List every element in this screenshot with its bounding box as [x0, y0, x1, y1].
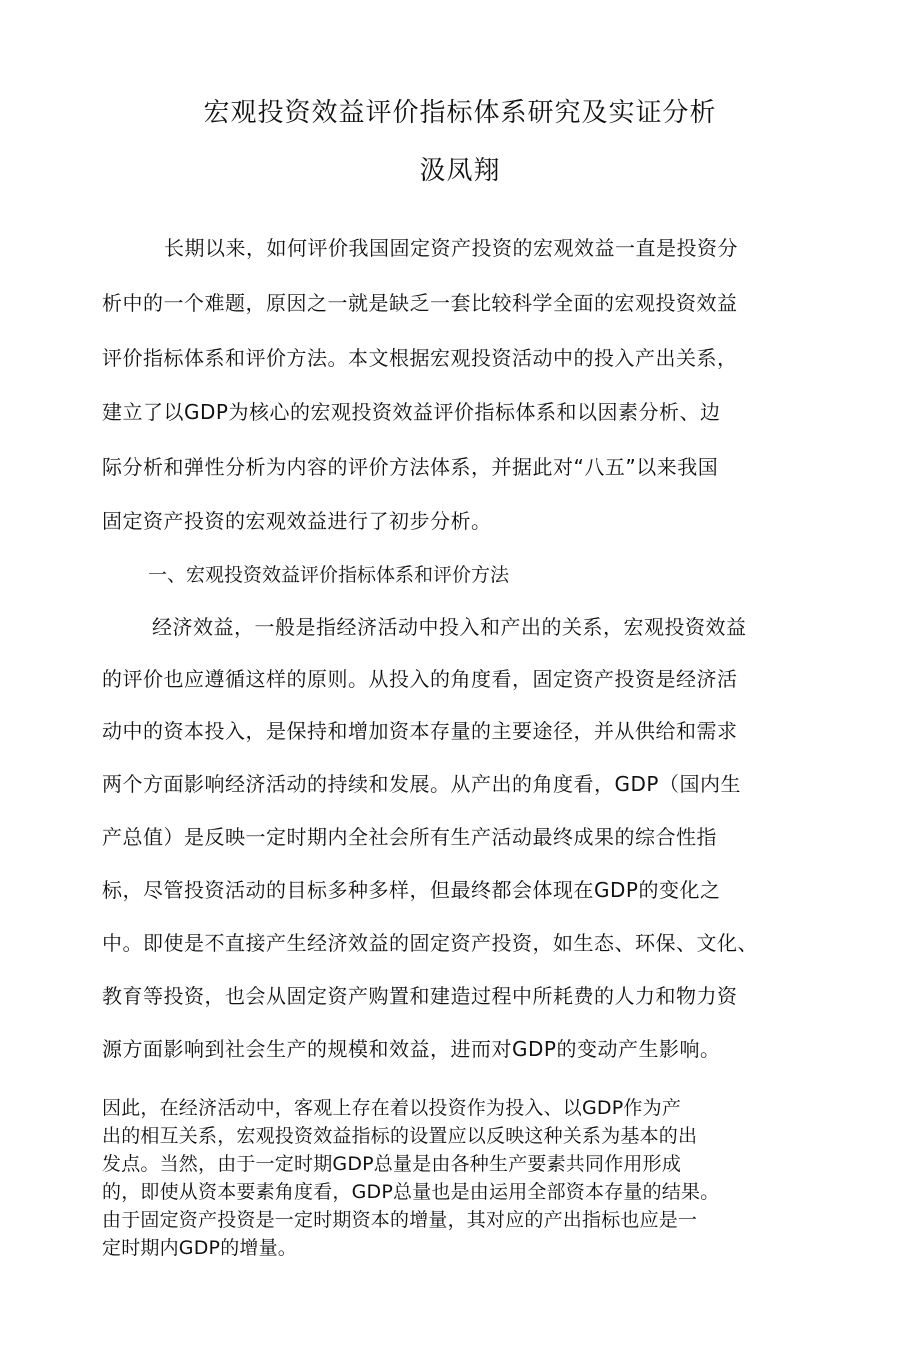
paragraph-2-line: 标，尽管投资活动的目标多种多样，但最终都会体现在GDP的变化之 — [102, 878, 721, 902]
paragraph-3-line: 因此，在经济活动中，客观上存在着以投资作为投入、以GDP作为产 — [102, 1097, 682, 1119]
paragraph-2-line: 中。即使是不直接产生经济效益的固定资产投资，如生态、环保、文化、 — [102, 931, 758, 955]
paragraph-2-line: 教育等投资，也会从固定资产购置和建造过程中所耗费的人力和物力资 — [102, 984, 738, 1008]
paragraph-1-line: 际分析和弹性分析为内容的评价方法体系，并据此对“八五”以来我国 — [102, 455, 719, 479]
paragraph-2-line: 产总值）是反映一定时期内全社会所有生产活动最终成果的综合性指 — [102, 825, 717, 849]
author-name: 汲凤翔 — [419, 156, 501, 186]
paragraph-1-line: 建立了以GDP为核心的宏观投资效益评价指标体系和以因素分析、边 — [102, 400, 721, 424]
paragraph-3-line: 由于固定资产投资是一定时期资本的增量，其对应的产出指标也应是一 — [102, 1209, 698, 1231]
paragraph-1-line: 固定资产投资的宏观效益进行了初步分析。 — [102, 509, 492, 533]
section-heading: 一、宏观投资效益评价指标体系和评价方法 — [148, 564, 510, 586]
document-title: 宏观投资效益评价指标体系研究及实证分析 — [203, 98, 717, 128]
paragraph-3-line: 出的相互关系，宏观投资效益指标的设置应以反映这种关系为基本的出 — [102, 1125, 698, 1147]
paragraph-1-line: 析中的一个难题，原因之一就是缺乏一套比较科学全面的宏观投资效益 — [102, 291, 738, 315]
paragraph-2-line: 动中的资本投入，是保持和增加资本存量的主要途径，并从供给和需求 — [102, 719, 738, 743]
paragraph-3-line: 定时期内GDP的增量。 — [102, 1237, 298, 1259]
paragraph-2-line: 源方面影响到社会生产的规模和效益，进而对GDP的变动产生影响。 — [102, 1037, 721, 1061]
paragraph-1-line: 评价指标体系和评价方法。本文根据宏观投资活动中的投入产出关系， — [102, 346, 738, 370]
paragraph-2-line: 经济效益，一般是指经济活动中投入和产出的关系，宏观投资效益 — [152, 615, 747, 639]
paragraph-1-line: 长期以来，如何评价我国固定资产投资的宏观效益一直是投资分 — [164, 236, 738, 260]
paragraph-2-line: 的评价也应遵循这样的原则。从投入的角度看，固定资产投资是经济活 — [102, 667, 738, 691]
paragraph-2-line: 两个方面影响经济活动的持续和发展。从产出的角度看，GDP（国内生 — [102, 772, 741, 796]
paragraph-3-line: 发点。当然，由于一定时期GDP总量是由各种生产要素共同作用形成 — [102, 1153, 682, 1175]
paragraph-3-line: 的，即使从资本要素角度看，GDP总量也是由运用全部资本存量的结果。 — [102, 1181, 720, 1203]
